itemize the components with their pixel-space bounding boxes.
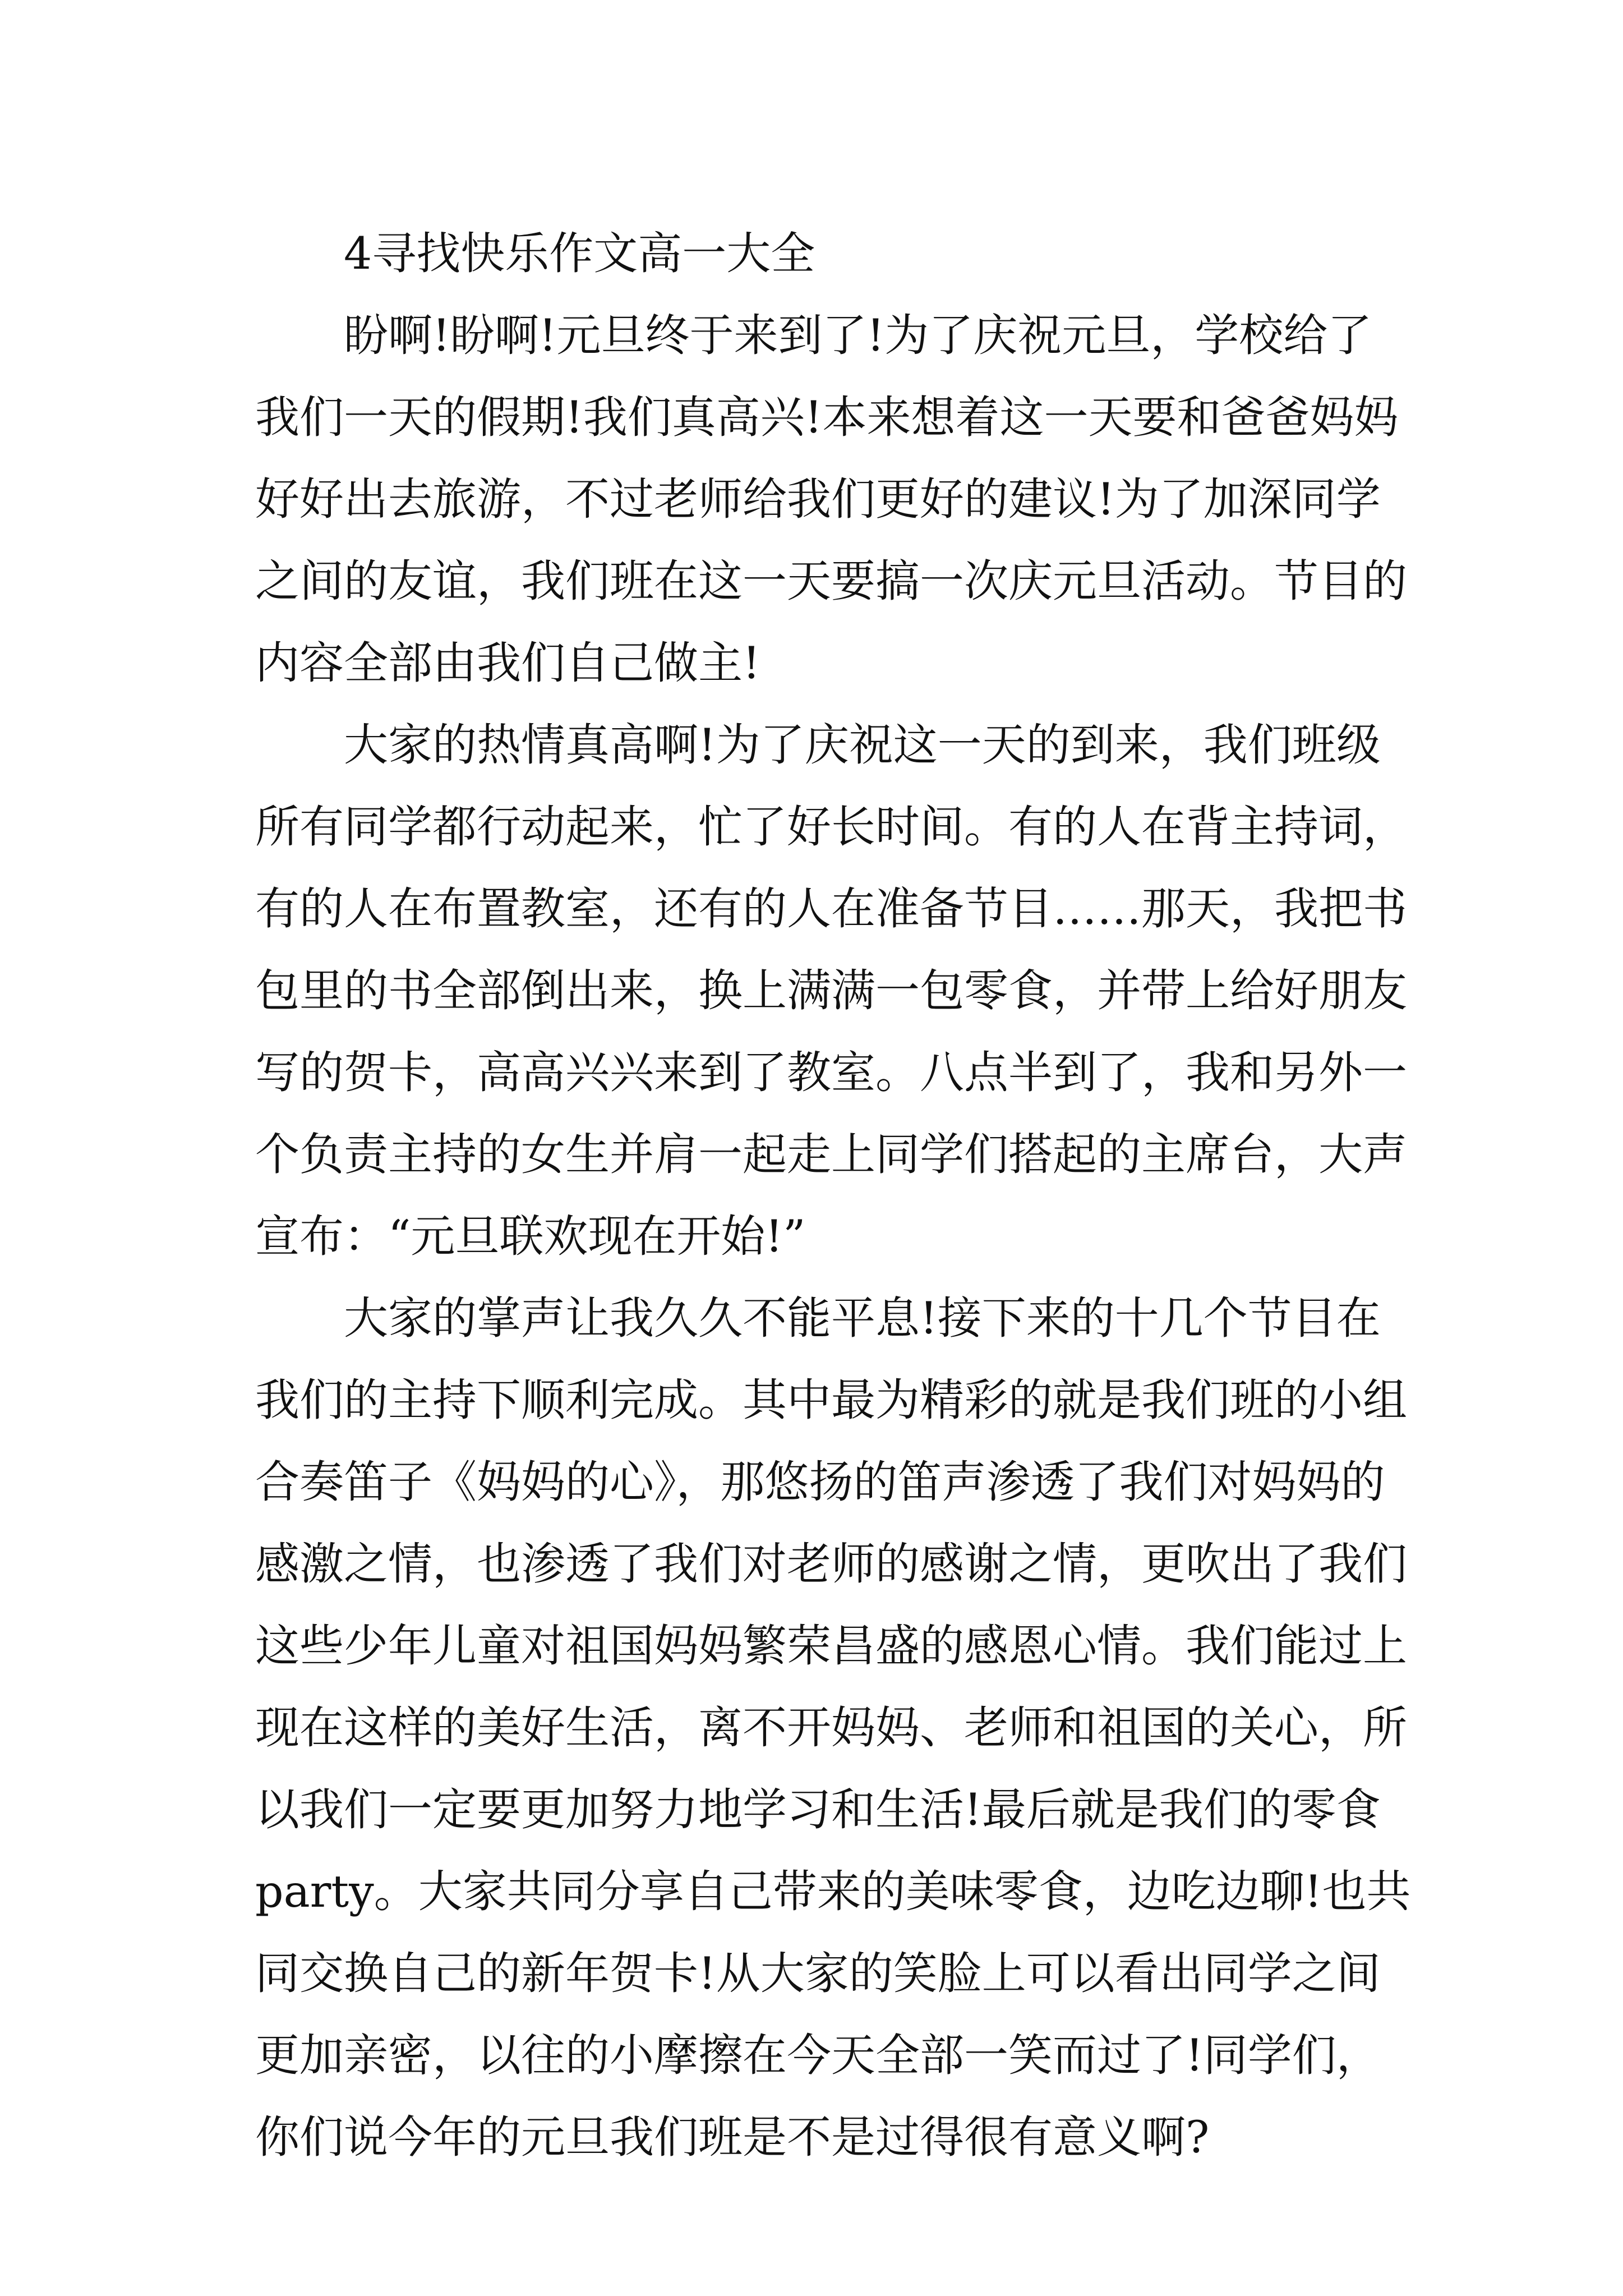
paragraph-line: 所有同学都行动起来，忙了好长时间。有的人在背主持词， [255, 801, 1407, 853]
paragraph-3 [255, 1277, 1411, 2178]
paragraph-line: 好好出去旅游，不过老师给我们更好的建议!为了加深同学 [255, 473, 1381, 525]
paragraph-line: 更加亲密，以往的小摩擦在今天全部一笑而过了!同学们， [255, 2030, 1381, 2081]
paragraph-line: 有的人在布置教室，还有的人在准备节目……那天，我把书 [255, 883, 1407, 935]
paragraph-line: 我们一天的假期!我们真高兴!本来想着这一天要和爸爸妈妈 [255, 392, 1399, 443]
paragraph-line: 合奏笛子《妈妈的心》，那悠扬的笛声渗透了我们对妈妈的 [255, 1456, 1385, 1508]
paragraph-line: 大家的热情真高啊!为了庆祝这一天的到来，我们班级 [344, 719, 1381, 771]
paragraph-line: party。大家共同分享自己带来的美味零食，边吃边聊!也共 [255, 1866, 1411, 1917]
paragraph-line: 之间的友谊，我们班在这一天要搞一次庆元旦活动。节目的 [255, 555, 1407, 607]
paragraph-line: 我们的主持下顺利完成。其中最为精彩的就是我们班的小组 [255, 1374, 1407, 1426]
paragraph-line: 感激之情，也渗透了我们对老师的感谢之情，更吹出了我们 [255, 1538, 1407, 1590]
paragraph-line: 现在这样的美好生活，离不开妈妈、老师和祖国的关心，所 [255, 1702, 1407, 1754]
paragraph-2 [255, 704, 1407, 1277]
paragraph-line: 宣布：“元旦联欢现在开始!” [255, 1211, 806, 1262]
paragraph-line: 以我们一定要更加努力地学习和生活!最后就是我们的零食 [255, 1784, 1381, 1835]
paragraph-line: 同交换自己的新年贺卡!从大家的笑脸上可以看出同学之间 [255, 1948, 1381, 1999]
paragraph-line: 你们说今年的元旦我们班是不是过得很有意义啊? [255, 2111, 1210, 2163]
document-body [255, 213, 1411, 2178]
paragraph-line: 盼啊!盼啊!元旦终于来到了!为了庆祝元旦，学校给了 [344, 310, 1372, 361]
paragraph-line: 写的贺卡，高高兴兴来到了教室。八点半到了，我和另外一 [255, 1047, 1407, 1098]
paragraph-line: 包里的书全部倒出来，换上满满一包零食，并带上给好朋友 [255, 965, 1407, 1016]
document-title: 4寻找快乐作文高一大全 [344, 228, 815, 279]
paragraph-line: 个负责主持的女生并肩一起走上同学们搭起的主席台，大声 [255, 1129, 1407, 1180]
paragraph-1 [255, 295, 1407, 704]
paragraph-line: 大家的掌声让我久久不能平息!接下来的十几个节目在 [344, 1292, 1381, 1344]
paragraph-line: 内容全部由我们自己做主! [255, 637, 760, 689]
paragraph-line: 这些少年儿童对祖国妈妈繁荣昌盛的感恩心情。我们能过上 [255, 1620, 1407, 1672]
